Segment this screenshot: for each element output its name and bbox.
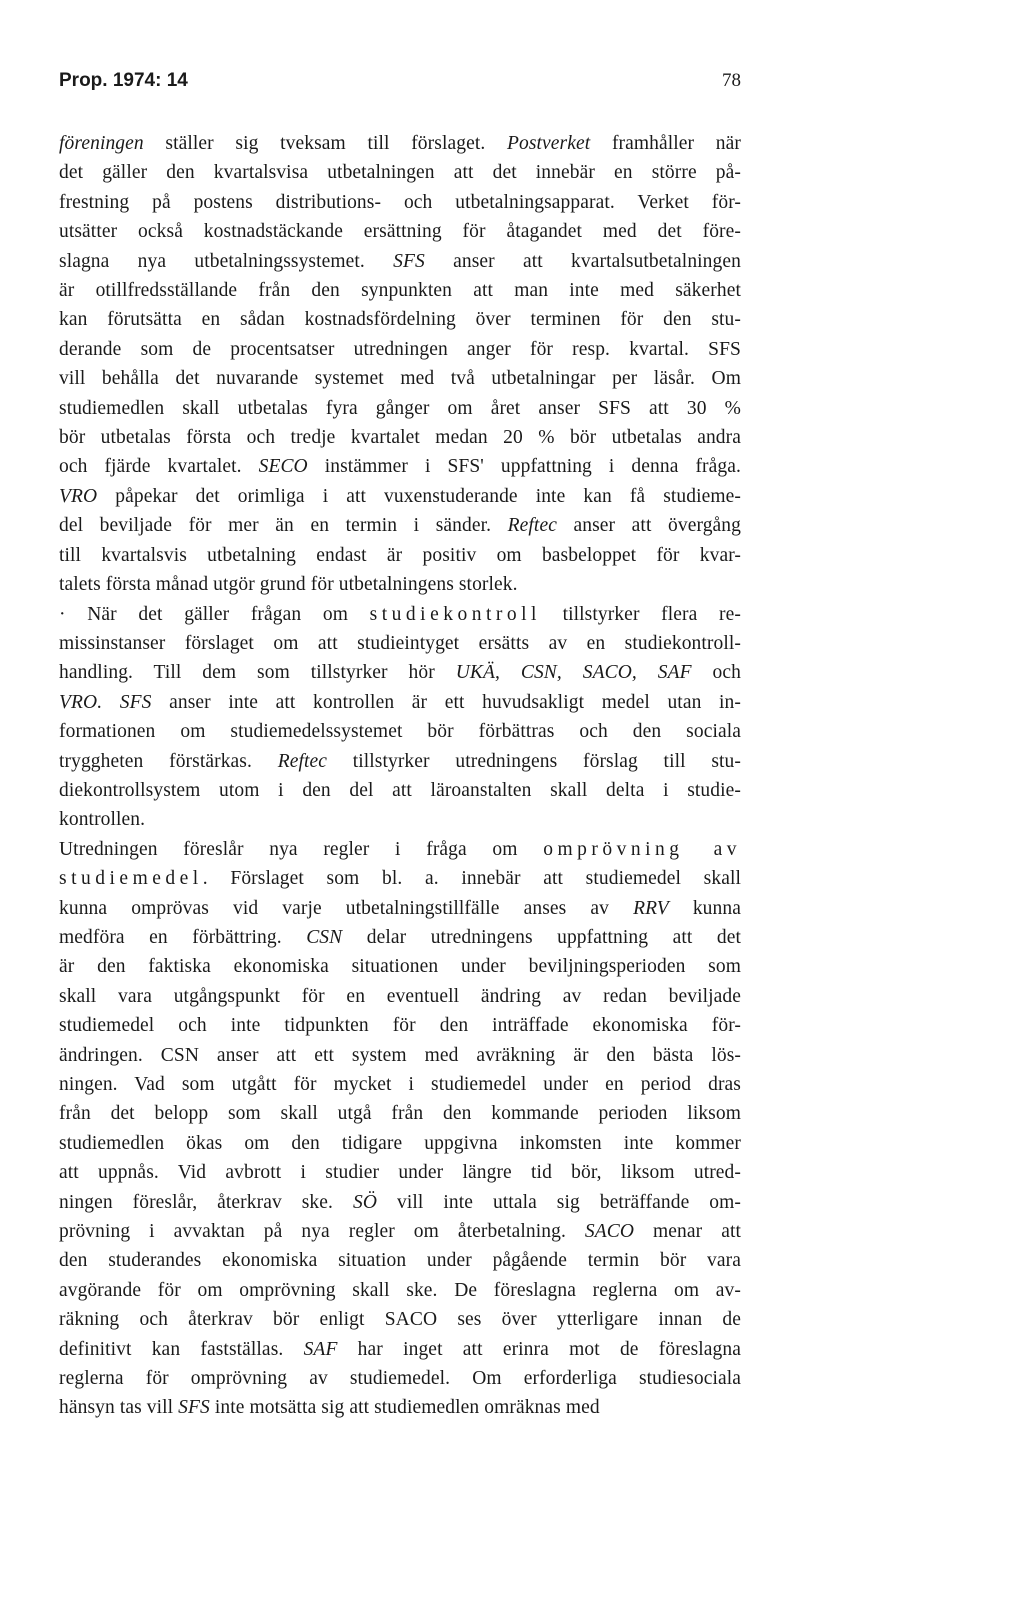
- text-line: [59, 1217, 741, 1246]
- text-run: tryggheten förstärkas.: [59, 750, 278, 772]
- text-run: utsätter också kostnadstäckande ersättning för åtagandet med det före-: [59, 221, 741, 243]
- text-line: [59, 658, 741, 687]
- text-line: [59, 423, 741, 452]
- text-line: [59, 1070, 741, 1099]
- text-run: studiemedlen skall utbetalas fyra gånger om året anser SFS att 30 %: [59, 397, 741, 419]
- text-run: kan förutsätta en sådan kostnadsfördelning över terminen för den stu-: [59, 309, 741, 331]
- text-run: ningen. Vad som utgått för mycket i studiemedel under en period dras: [59, 1074, 741, 1095]
- text-run: vill behålla det nuvarande systemet med två utbetalningar per läsår. Om: [59, 368, 741, 390]
- spaced-term: studiekontroll: [369, 603, 541, 625]
- text-line: [59, 335, 741, 364]
- text-run: del beviljade för mer än en termin i sänder.: [59, 515, 508, 537]
- paragraph: [59, 835, 741, 1423]
- text-run: studiemedel och inte tidpunkten för den inträffade ekonomiska för-: [59, 1015, 741, 1037]
- text-run: att uppnås. Vid avbrott i studier under längre tid bör, liksom utred-: [59, 1162, 741, 1184]
- text-run: prövning i avvaktan på nya regler om återbetalning.: [59, 1221, 585, 1243]
- spaced-term: studiemedel: [59, 868, 203, 890]
- italic-name: SFS: [119, 691, 152, 713]
- italic-name: CSN: [306, 926, 343, 948]
- text-line: [59, 1364, 741, 1393]
- text-run: räkning och återkrav bör enligt SACO ses över ytterligare innan de: [59, 1309, 741, 1331]
- text-run: slagna nya utbetalningssystemet.: [59, 250, 394, 272]
- paragraph: [59, 129, 741, 600]
- text-run: anser att kvartalsutbetalningen: [424, 250, 741, 272]
- text-run: och fjärde kvartalet.: [59, 456, 259, 478]
- text-line: [59, 1011, 741, 1040]
- text-line: [59, 482, 741, 511]
- text-run: missinstanser förslaget om att studieintyget ersätts av en studiekontroll-: [59, 632, 741, 654]
- text-run: instämmer i SFS' uppfattning i denna fråga.: [307, 456, 741, 478]
- text-line: [59, 129, 741, 158]
- text-line: [59, 1129, 741, 1158]
- text-line: [59, 1188, 741, 1217]
- text-run: definitivt kan fastställas.: [59, 1338, 304, 1360]
- text-line: [59, 1335, 741, 1364]
- text-line: [59, 805, 741, 834]
- italic-name: VRO: [59, 485, 98, 507]
- text-line: [59, 364, 741, 393]
- text-line: [59, 158, 741, 187]
- italic-name: SAF: [303, 1338, 338, 1360]
- text-run: medföra en förbättring.: [59, 926, 307, 948]
- text-run: handling. Till dem som tillstyrker hör: [59, 662, 456, 684]
- text-line: [59, 1393, 741, 1422]
- text-run: från det belopp som skall utgå från den kommande perioden liksom: [59, 1103, 741, 1125]
- text-run: tillstyrker flera re-: [540, 603, 741, 625]
- text-line: [59, 864, 741, 893]
- text-line: [59, 452, 741, 481]
- text-line: [59, 247, 741, 276]
- text-line: [59, 629, 741, 658]
- document-reference: Prop. 1974: 14: [59, 70, 188, 91]
- italic-name: VRO.: [59, 691, 103, 713]
- italic-name: SÖ: [352, 1191, 378, 1213]
- text-run: avgörande för om omprövning skall ske. De föreslagna reglerna om av-: [59, 1279, 741, 1301]
- italic-name: Reftec: [507, 515, 557, 537]
- italic-name: SFS: [178, 1397, 210, 1419]
- text-run: inte motsätta sig att studiemedlen omräknas med: [209, 1397, 600, 1419]
- text-run: frestning på postens distributions- och utbetalningsapparat. Verket för-: [59, 191, 741, 213]
- text-line: [59, 1099, 741, 1128]
- spaced-term: omprövning av: [543, 838, 742, 860]
- text-run: derande som de procentsatser utredningen anger för resp. kvartal. SFS: [59, 338, 741, 360]
- text-run: är otillfredsställande från den synpunkten att man inte med säkerhet: [59, 280, 741, 302]
- text-line: [59, 1276, 741, 1305]
- text-run: talets första månad utgör grund för utbetalningens storlek.: [59, 574, 518, 596]
- text-line: [59, 894, 741, 923]
- text-line: [59, 717, 741, 746]
- text-run: det gäller den kvartalsvisa utbetalningen att det innebär en större på-: [59, 162, 741, 184]
- text-line: [59, 1041, 741, 1070]
- text-run: bör utbetalas första och tredje kvartalet medan 20 % bör utbetalas andra: [59, 427, 741, 449]
- text-run: [102, 692, 120, 713]
- text-line: [59, 1246, 741, 1275]
- text-run: anser att övergång: [556, 515, 742, 537]
- text-line: [59, 952, 741, 981]
- text-run: . Förslaget som bl. a. innebär att studiemedel skall: [202, 868, 741, 890]
- text-run: vill inte uttala sig beträffande om-: [377, 1191, 742, 1213]
- text-line: [59, 511, 741, 540]
- text-run: kunna omprövas vid varje utbetalningstillfälle anses av: [59, 897, 634, 919]
- italic-name: Reftec: [277, 750, 327, 772]
- text-run: har inget att erinra mot de föreslagna: [337, 1338, 741, 1360]
- text-run: ändringen. CSN anser att ett system med avräkning är den bästa lös-: [59, 1044, 741, 1066]
- text-run: den studerandes ekonomiska situation under pågående termin bör vara: [59, 1250, 741, 1272]
- text-run: Utredningen föreslår nya regler i fråga om: [59, 838, 544, 860]
- text-run: ningen föreslår, återkrav ske.: [59, 1191, 353, 1213]
- text-run: tillstyrker utredningens förslag till stu-: [327, 750, 741, 772]
- text-run: diekontrollsystem utom i den del att läroanstalten skall delta i studie-: [59, 779, 741, 801]
- italic-name: Postverket: [506, 133, 591, 154]
- text-line: [59, 982, 741, 1011]
- italic-name: föreningen: [59, 133, 144, 154]
- text-run: är den faktiska ekonomiska situationen under beviljningsperioden som: [59, 956, 741, 978]
- text-run: studiemedlen ökas om den tidigare uppgivna inkomsten inte kommer: [59, 1132, 741, 1154]
- italic-name: SACO: [584, 1221, 635, 1243]
- page-header: [59, 70, 741, 106]
- italic-name: RRV: [633, 897, 669, 919]
- text-run: och: [691, 662, 741, 684]
- text-run: framhåller när: [590, 133, 741, 154]
- text-run: hänsyn tas vill: [59, 1397, 179, 1419]
- text-run: formationen om studiemedelssystemet bör förbättras och den sociala: [59, 721, 741, 743]
- text-run: påpekar det orimliga i att vuxenstuderande inte kan få studieme-: [97, 485, 741, 507]
- text-run: anser inte att kontrollen är ett huvudsakligt medel utan in-: [151, 691, 741, 713]
- text-line: [59, 835, 741, 864]
- text-run: kontrollen.: [59, 809, 146, 831]
- text-run: · När det gäller frågan om: [59, 603, 370, 625]
- text-line: [59, 305, 741, 334]
- text-line: [59, 776, 741, 805]
- text-line: [59, 747, 741, 776]
- text-line: [59, 276, 741, 305]
- text-line: [59, 688, 741, 717]
- text-run: reglerna för omprövning av studiemedel. Om erforderliga studiesociala: [59, 1368, 741, 1390]
- text-run: menar att: [634, 1221, 741, 1243]
- text-line: [59, 217, 741, 246]
- text-run: delar utredningens uppfattning att det: [342, 926, 741, 948]
- italic-name: SECO: [258, 456, 308, 478]
- paragraph: [59, 600, 741, 835]
- text-line: [59, 923, 741, 952]
- text-line: [59, 394, 741, 423]
- italic-name: UKÄ, CSN, SACO, SAF: [455, 662, 692, 684]
- text-line: [59, 1158, 741, 1187]
- text-run: skall vara utgångspunkt för en eventuell ändring av redan beviljade: [59, 985, 741, 1007]
- text-run: kunna: [668, 897, 741, 919]
- text-line: [59, 570, 741, 599]
- text-line: [59, 188, 741, 217]
- body-text: [59, 129, 741, 1423]
- text-line: [59, 1305, 741, 1334]
- italic-name: SFS: [393, 250, 425, 272]
- text-run: till kvartalsvis utbetalning endast är positiv om basbeloppet för kvar-: [59, 544, 741, 566]
- text-line: [59, 541, 741, 570]
- page-number: 78: [722, 70, 741, 91]
- text-run: ställer sig tveksam till förslaget.: [143, 133, 507, 154]
- text-line: [59, 600, 741, 629]
